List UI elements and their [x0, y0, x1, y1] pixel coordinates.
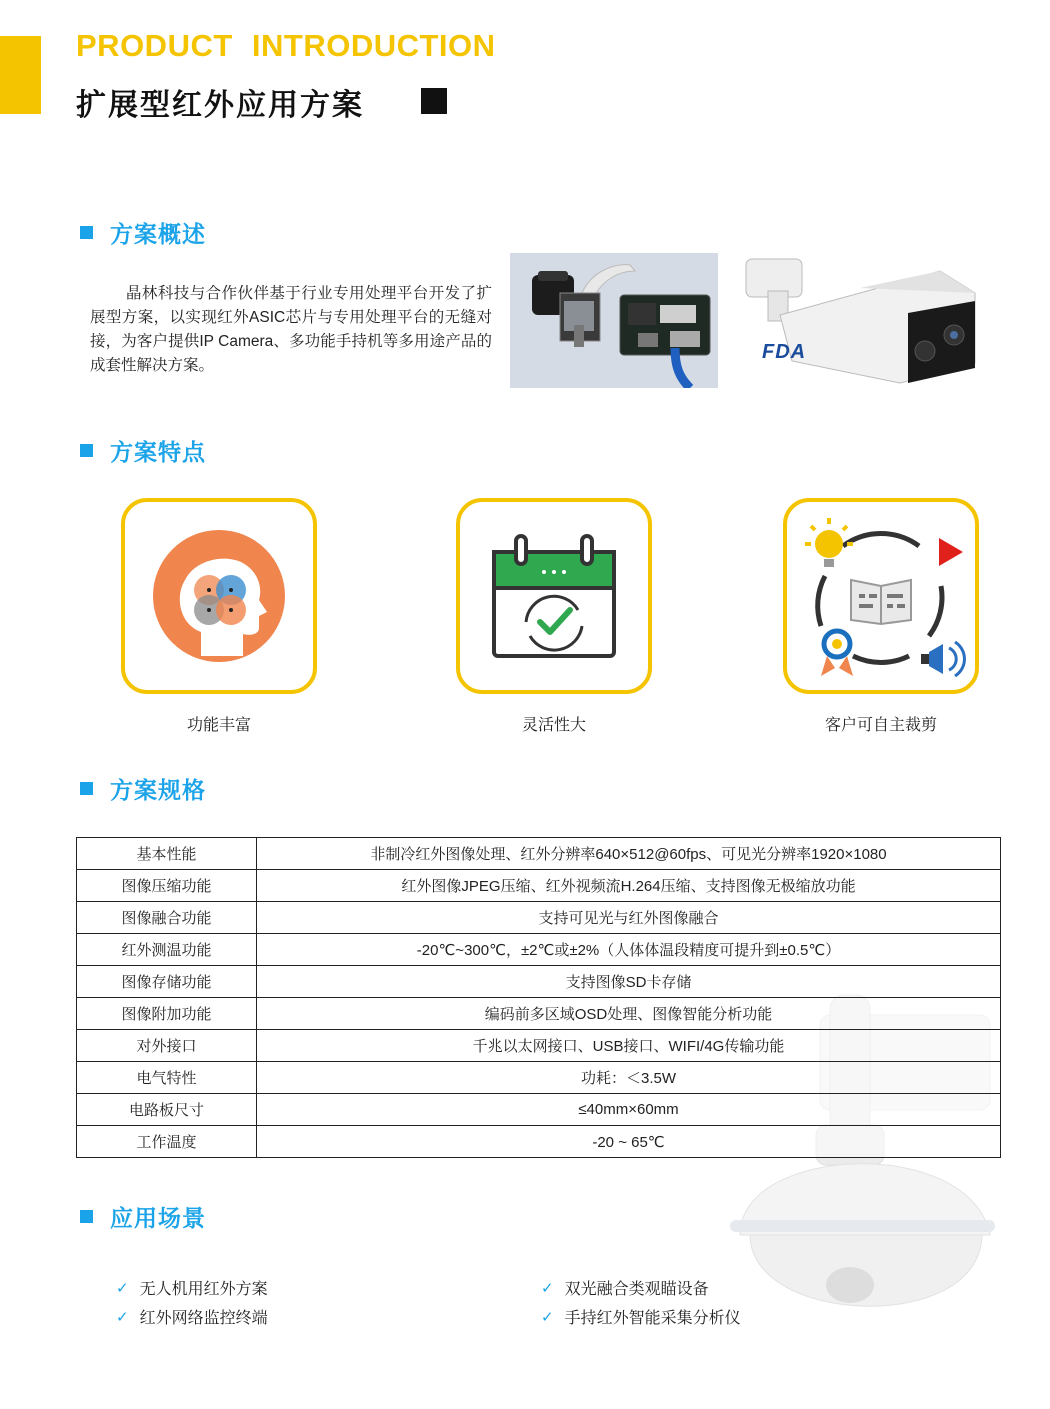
spec-value: 千兆以太网接口、USB接口、WIFI/4G传输功能: [257, 1030, 1001, 1062]
check-icon: ✓: [116, 1279, 129, 1297]
list-item: [541, 1276, 709, 1299]
section-square-icon: [80, 782, 93, 795]
section-title-features: 方案特点: [110, 439, 206, 465]
application-label: 双光融合类观瞄设备: [564, 1281, 709, 1298]
spec-key: 工作温度: [77, 1126, 257, 1158]
spec-key: 红外测温功能: [77, 934, 257, 966]
spec-value: 功耗：＜3.5W: [257, 1062, 1001, 1094]
spec-value: 编码前多区域OSD处理、图像智能分析功能: [257, 998, 1001, 1030]
brain-head-icon: [151, 528, 287, 664]
spec-key: 电路板尺寸: [77, 1094, 257, 1126]
section-title-applications: 应用场景: [110, 1205, 206, 1231]
spec-value: 支持可见光与红外图像融合: [257, 902, 1001, 934]
section-head-applications: [80, 1200, 206, 1233]
check-icon: ✓: [541, 1279, 554, 1297]
fda-logo: FDA: [762, 341, 807, 363]
check-icon: ✓: [541, 1308, 554, 1326]
spec-key: 图像附加功能: [77, 998, 257, 1030]
feature-card-customization: [783, 498, 979, 734]
spec-key: 图像存储功能: [77, 966, 257, 998]
spec-value: 非制冷红外图像处理、红外分辨率640×512@60fps、可见光分辨率1920×1080: [257, 838, 1001, 870]
table-row: [77, 1094, 1001, 1126]
spec-table: [76, 837, 1001, 1158]
table-row: [77, 838, 1001, 870]
section-head-specs: [80, 772, 206, 805]
feature-label: 功能丰富: [186, 717, 251, 734]
table-row: [77, 966, 1001, 998]
table-row: [77, 870, 1001, 902]
list-item: [541, 1305, 741, 1328]
section-title-specs: 方案规格: [110, 777, 206, 803]
table-row: [77, 998, 1001, 1030]
section-head-overview: [80, 216, 206, 249]
feature-icon-frame: [456, 498, 652, 694]
section-square-icon: [80, 444, 93, 457]
table-row: [77, 1062, 1001, 1094]
calendar-check-icon: [488, 530, 620, 662]
page-title-en: PRODUCT INTRODUCTION: [76, 28, 496, 63]
section-square-icon: [80, 1210, 93, 1223]
section-title-overview: 方案概述: [110, 221, 206, 247]
spec-value: 红外图像JPEG压缩、红外视频流H.264压缩、支持图像无极缩放功能: [257, 870, 1001, 902]
check-icon: ✓: [116, 1308, 129, 1326]
board-photo: [510, 253, 718, 388]
spec-key: 对外接口: [77, 1030, 257, 1062]
overview-paragraph: 晶林科技与合作伙伴基于行业专用处理平台开发了扩展型方案，以实现红外ASIC芯片与专用处理平台的无缝对接，为客户提供IP Camera、多功能手持机等多用途产品的成套性解决方案。: [90, 285, 492, 374]
feature-card-rich-functions: [121, 498, 317, 734]
table-row: [77, 902, 1001, 934]
table-row: [77, 1126, 1001, 1158]
spec-value: -20 ~ 65℃: [257, 1126, 1001, 1158]
application-label: 无人机用红外方案: [139, 1281, 268, 1298]
application-label: 手持红外智能采集分析仪: [564, 1310, 741, 1327]
spec-value: 支持图像SD卡存储: [257, 966, 1001, 998]
header-accent-bar: [0, 36, 41, 114]
feature-icon-frame: [121, 498, 317, 694]
feature-icon-frame: [783, 498, 979, 694]
feature-label: 客户可自主裁剪: [824, 717, 937, 734]
spec-value: -20℃~300℃，±2℃或±2%（人体体温段精度可提升到±0.5℃）: [257, 934, 1001, 966]
spec-value: ≤40mm×60mm: [257, 1094, 1001, 1126]
title-square-mark: [421, 88, 447, 114]
feature-label: 灵活性大: [521, 717, 586, 734]
spec-key: 电气特性: [77, 1062, 257, 1094]
spec-key: 图像融合功能: [77, 902, 257, 934]
list-item: [116, 1276, 268, 1299]
feature-card-flexibility: [456, 498, 652, 734]
spec-key: 图像压缩功能: [77, 870, 257, 902]
bullet-camera-photo: [740, 253, 984, 393]
section-head-features: [80, 434, 206, 467]
table-row: [77, 934, 1001, 966]
page-title-cn: 扩展型红外应用方案: [76, 89, 364, 122]
list-item: [116, 1305, 268, 1328]
application-label: 红外网络监控终端: [139, 1310, 268, 1327]
customization-cycle-icon: [791, 506, 971, 686]
section-square-icon: [80, 226, 93, 239]
spec-key: 基本性能: [77, 838, 257, 870]
table-row: [77, 1030, 1001, 1062]
